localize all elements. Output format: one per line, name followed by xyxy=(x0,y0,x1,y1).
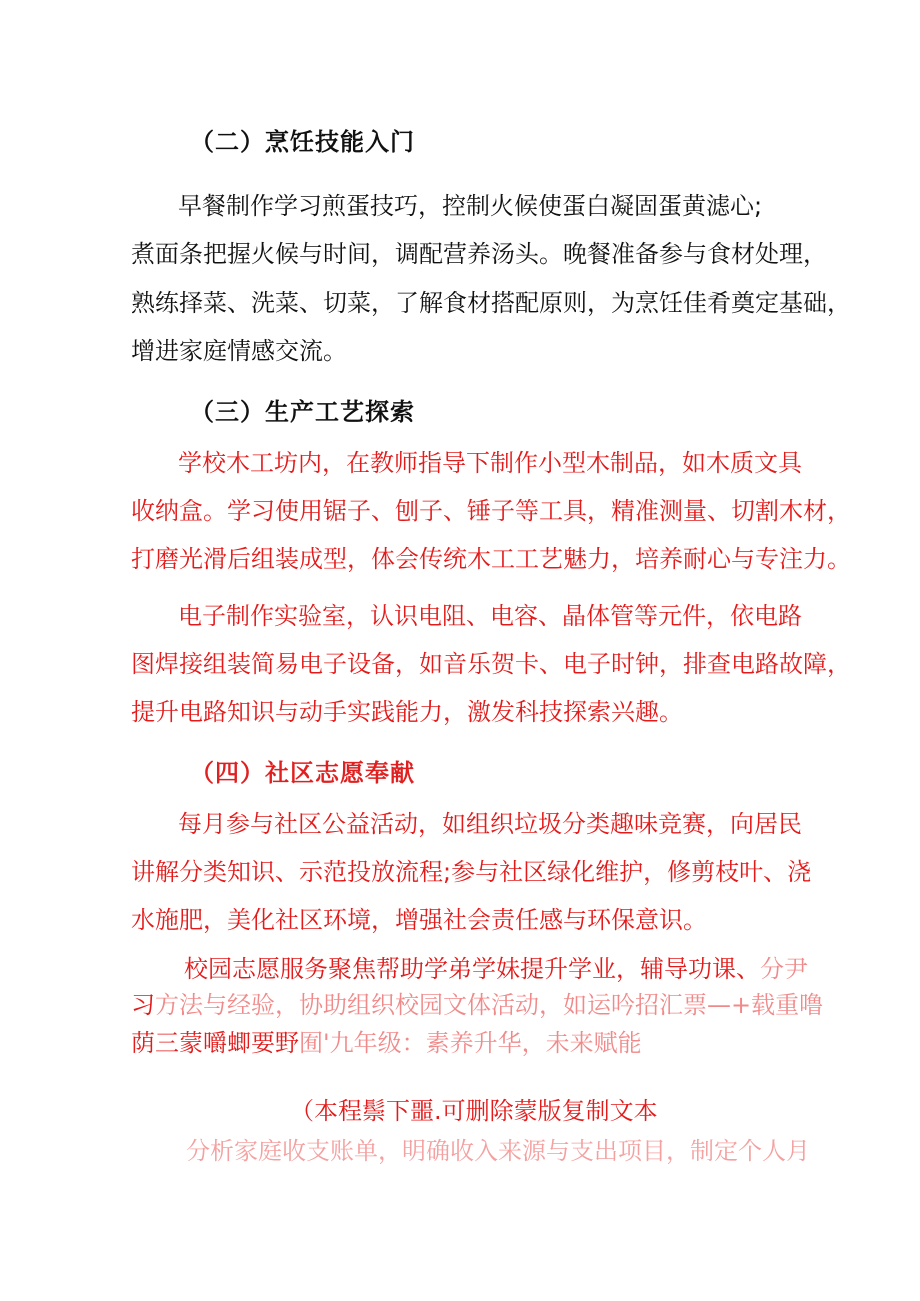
section-heading-volunteer: （四）社区志愿奉献 xyxy=(190,759,415,787)
paragraph-line: 电子制作实验室，认识电阻、电容、晶体管等元件，依电路 xyxy=(178,602,802,630)
paragraph-line: 讲解分类知识、示范投放流程;参与社区绿化维护，修剪枝叶、浇 xyxy=(131,858,812,886)
paragraph-line: 煮面条把握火候与时间，调配营养汤头。晚餐准备参与食材处理， xyxy=(131,240,827,268)
text-run-faded: 囿'九年级：素养升华，未来赋能 xyxy=(299,1029,642,1057)
paragraph-line: 提升电路知识与动手实践能力，激发科技探索兴趣。 xyxy=(131,698,683,726)
text-run-faded: 分尹 xyxy=(760,955,808,983)
text-run: 校园志愿服务聚焦帮助学弟学妹提升学业，辅导功课、 xyxy=(184,955,760,983)
paragraph-line: 收纳盒。学习使用锯子、刨子、锤子等工具，精准测量、切割木材， xyxy=(131,497,851,525)
trailing-faded-line: 分析家庭收支账单，明确收入来源与支出项目，制定个人月 xyxy=(186,1137,810,1165)
text-run: 荫三蒙嚼蝍要野 xyxy=(131,1029,299,1057)
paragraph-line: 学校木工坊内，在教师指导下制作小型木制品，如木质文具 xyxy=(178,449,802,477)
text-run-faded: 方法与经验，协助组织校园文体活动，如运吟招汇票—+载重噜 xyxy=(155,991,824,1019)
section-heading-craft: （三）生产工艺探索 xyxy=(190,398,415,426)
paragraph-line: 增进家庭情感交流。 xyxy=(131,337,347,365)
watermark-note: （本程鬃下噩.可删除蒙版复制文本 xyxy=(290,1097,658,1125)
section-heading-cooking: （二）烹饪技能入门 xyxy=(190,128,415,156)
paragraph-line: 图焊接组装简易电子设备，如音乐贺卡、电子时钟，排查电路故障， xyxy=(131,650,851,678)
paragraph-line: 打磨光滑后组装成型，体会传统木工工艺魅力，培养耐心与专注力。 xyxy=(131,545,851,573)
paragraph-line-mixed xyxy=(184,954,808,984)
text-run: 习 xyxy=(131,991,155,1019)
paragraph-line: 熟练择菜、洗菜、切菜，了解食材搭配原则，为烹饪佳肴奠定基础， xyxy=(131,289,851,317)
paragraph-line: 早餐制作学习煎蛋技巧，控制火候使蛋白凝固蛋黄滤心; xyxy=(178,192,763,220)
paragraph-line-mixed xyxy=(131,990,823,1020)
paragraph-line: 每月参与社区公益活动，如组织垃圾分类趣味竞赛，向居民 xyxy=(178,810,802,838)
paragraph-line-mixed xyxy=(131,1028,642,1058)
paragraph-line: 水施肥，美化社区环境，增强社会责任感与环保意识。 xyxy=(131,906,707,934)
